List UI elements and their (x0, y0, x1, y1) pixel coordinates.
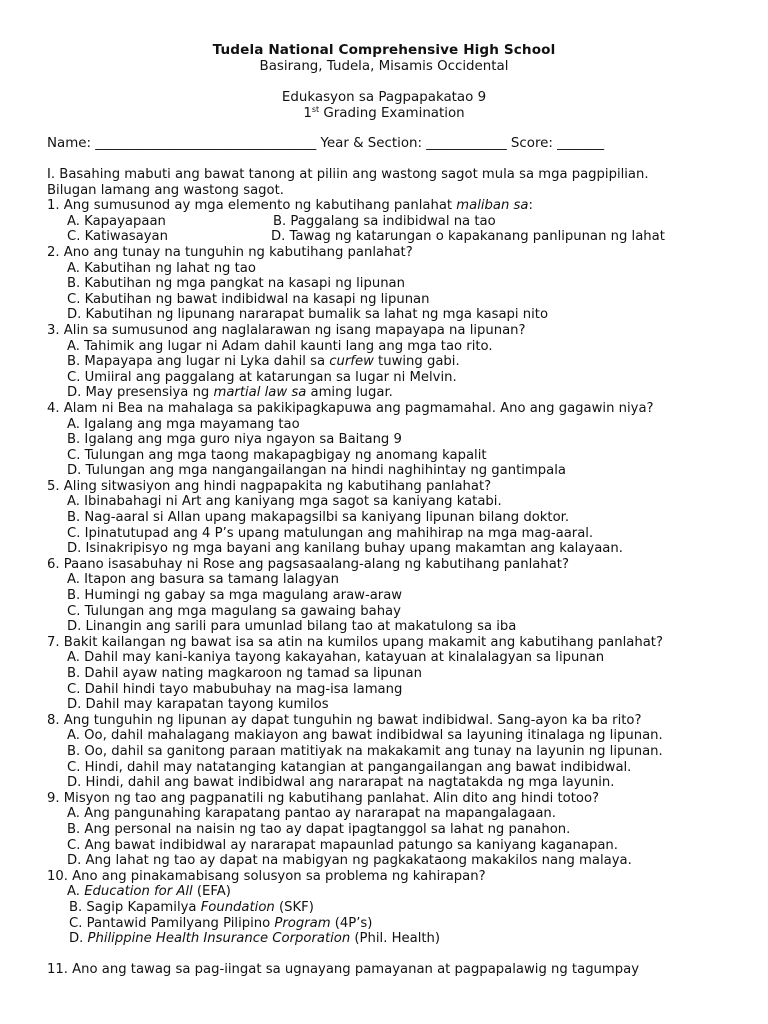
question-1-options-row-2 (47, 229, 737, 245)
question-11-stem: 11. Ano ang tawag sa pag-iingat sa ugnayang pamayanan at pagpapalawig ng tagumpay (47, 962, 640, 978)
question-3-option-c: C. Umiiral ang paggalang at katarungan sa lugar ni Melvin. (67, 369, 457, 385)
question-4-stem: 4. Alam ni Bea na mahalaga sa pakikipagkapuwa ang pagmamahal. Ano ang gagawin niya? (47, 400, 654, 416)
question-9-option-a: A. Ang pangunahing karapatang pantao ay nararapat na mapangalagaan. (67, 806, 556, 822)
question-5-option-b: B. Nag-aaral si Allan upang makapagsilbi sa kaniyang lipunan bilang doktor. (67, 510, 570, 526)
question-10-option-b-text: B. Sagip Kapamilya (69, 899, 201, 915)
school-name: Tudela National Comprehensive High School (212, 42, 556, 58)
question-10-option-c-text: C. Pantawid Pamilyang Pilipino (69, 915, 275, 931)
question-3-option-d-text: D. May presensiya ng (67, 385, 214, 401)
grading-text: Grading Examination (319, 106, 465, 121)
question-10-stem: 10. Ano ang pinakamabisang solusyon sa problema ng kahirapan? (47, 868, 486, 884)
student-info-line: Name: _________________________________ Year & Section: ____________ Score: _______ (47, 136, 605, 151)
school-address: Basirang, Tudela, Misamis Occidental (259, 59, 509, 74)
question-3-option-b-text: B. Mapayapa ang lugar ni Lyka dahil sa (67, 354, 330, 370)
question-3-option-b-end: tuwing gabi. (373, 354, 460, 370)
question-6-stem: 6. Paano isasabuhay ni Rose ang pagsasaalang-alang ng kabutihang panlahat? (47, 556, 569, 572)
question-6-option-a: A. Itapon ang basura sa tamang lalagyan (67, 572, 340, 588)
question-3-option-b (47, 354, 737, 370)
question-3-option-d-italic: martial law sa (213, 385, 307, 401)
question-10-option-b-italic: Foundation (200, 899, 275, 915)
exam-header (0, 42, 768, 122)
question-1-option-b: B. Paggalang sa indibidwal na tao (273, 213, 496, 229)
question-7-option-c: C. Dahil hindi tayo mabubuhay na mag-isa lamang (67, 681, 403, 697)
question-3-option-d (47, 385, 737, 401)
question-1-stem (47, 198, 737, 214)
question-10-option-c-italic: Program (274, 915, 331, 931)
question-1-text: 1. Ang sumusunod ay mga elemento ng kabutihang panlahat (47, 198, 457, 214)
question-3-stem: 3. Alin sa sumusunod ang naglalarawan ng isang mapayapa na lipunan? (47, 322, 526, 338)
question-9-stem: 9. Misyon ng tao ang pagpanatili ng kabutihang panlahat. Alin dito ang hindi totoo? (47, 790, 600, 806)
question-8-option-b: B. Oo, dahil sa ganitong paraan matitiyak na makakamit ang tunay na layunin ng lipunan. (67, 743, 663, 759)
exam-questions (47, 167, 737, 978)
question-6-option-c: C. Tulungan ang mga magulang sa gawaing bahay (67, 603, 401, 619)
question-10-option-a-italic: Education for All (84, 884, 193, 900)
question-8-option-a: A. Oo, dahil mahalagang makiayon ang bawat indibidwal sa layuning itinalaga ng lipunan. (67, 728, 663, 744)
question-1-colon: : (528, 198, 533, 214)
question-8-option-c: C. Hindi, dahil may natatanging katangian at pangangailangan ang bawat indibidwal. (67, 759, 632, 775)
question-10-option-b-end: (SKF) (274, 899, 314, 915)
question-2-stem: 2. Ano ang tunay na tunguhin ng kabutihang panlahat? (47, 244, 413, 260)
question-10-option-c (47, 916, 737, 932)
question-10-option-d-end: (Phil. Health) (350, 931, 441, 947)
question-2-option-c: C. Kabutihan ng bawat indibidwal na kasapi ng lipunan (67, 291, 430, 307)
grading-title (0, 106, 768, 122)
question-4-option-a: A. Igalang ang mga mayamang tao (67, 416, 300, 432)
question-10-option-a (47, 884, 737, 900)
question-4-option-d: D. Tulungan ang mga nangangailangan na hindi naghihintay ng gantimpala (67, 463, 566, 479)
question-5-option-a: A. Ibinabahagi ni Art ang kaniyang mga sagot sa kaniyang katabi. (67, 494, 502, 510)
question-7-option-b: B. Dahil ayaw nating magkaroon ng tamad sa lipunan (67, 666, 422, 681)
question-10-option-c-end: (4P’s) (330, 915, 373, 931)
question-1-option-c: C. Katiwasayan (67, 229, 168, 245)
question-6-option-d: D. Linangin ang sarili para umunlad bilang tao at makatulong sa iba (67, 619, 517, 635)
question-10-option-d-letter: D. (69, 931, 88, 947)
question-2-option-b: B. Kabutihan ng mga pangkat na kasapi ng lipunan (67, 276, 405, 292)
question-10-option-d (47, 931, 737, 947)
question-4-option-c: C. Tulungan ang mga taong makapagbigay ng anomang kapalit (67, 447, 487, 463)
question-9-option-c: C. Ang bawat indibidwal ay nararapat mapaunlad patungo sa kaniyang kaganapan. (67, 837, 618, 853)
question-7-stem: 7. Bakit kailangan ng bawat isa sa atin na kumilos upang makamit ang kabutihang panlahat? (47, 634, 663, 650)
question-8-option-d: D. Hindi, dahil ang bawat indibidwal ang nararapat na nagtatakda ng mga layunin. (67, 775, 615, 791)
question-9-option-b: B. Ang personal na naisin ng tao ay dapat ipagtanggol sa lahat ng panahon. (67, 821, 571, 837)
question-3-option-b-italic: curfew (329, 354, 374, 370)
question-8-stem: 8. Ang tunguhin ng lipunan ay dapat tunguhin ng bawat indibidwal. Sang-ayon ka ba rito? (47, 712, 642, 728)
question-5-option-d: D. Isinakripisyo ng mga bayani ang kanilang buhay upang makamtan ang kalayaan. (67, 541, 623, 557)
question-1-emphasis: maliban sa (456, 198, 529, 214)
question-2-option-d: D. Kabutihan ng lipunang nararapat bumalik sa lahat ng mga kasapi nito (67, 307, 549, 323)
question-2-option-a: A. Kabutihan ng lahat ng tao (67, 260, 256, 276)
question-7-option-a: A. Dahil may kani-kaniya tayong kakayahan, katayuan at kinalalagyan sa lipunan (67, 650, 605, 666)
subject-title: Edukasyon sa Pagpapakatao 9 (281, 90, 487, 105)
grading-superscript: st (311, 105, 320, 114)
instructions-line-1: I. Basahing mabuti ang bawat tanong at piliin ang wastong sagot mula sa mga pagpipilian. (47, 167, 649, 182)
question-7-option-d: D. Dahil may karapatan tayong kumilos (67, 697, 329, 713)
instructions-line-2: Bilugan lamang ang wastong sagot. (47, 182, 284, 198)
question-6-option-b: B. Humingi ng gabay sa mga magulang araw-araw (67, 588, 403, 604)
question-5-option-c: C. Ipinatutupad ang 4 P’s upang matulungan ang mahihirap na mga mag-aaral. (67, 525, 594, 541)
question-1-option-a: A. Kapayapaan (67, 213, 166, 229)
question-10-option-b (47, 900, 737, 916)
question-10-option-d-italic: Philippine Health Insurance Corporation (87, 931, 351, 947)
question-10-option-a-end: (EFA) (192, 884, 231, 900)
grading-number: 1 (303, 106, 312, 121)
question-4-option-b: B. Igalang ang mga guro niya ngayon sa Baitang 9 (67, 432, 402, 448)
question-3-option-a: A. Tahimik ang lugar ni Adam dahil kaunti lang ang mga tao rito. (67, 338, 493, 354)
question-10-option-a-letter: A. (67, 884, 85, 900)
question-1-option-d: D. Tawag ng katarungan o kapakanang panlipunan ng lahat (271, 229, 665, 245)
question-5-stem: 5. Aling sitwasiyon ang hindi nagpapakita ng kabutihang panlahat? (47, 478, 492, 494)
question-9-option-d: D. Ang lahat ng tao ay dapat na mabigyan ng pagkakataong makakilos nang malaya. (67, 853, 632, 869)
question-3-option-d-end: aming lugar. (306, 385, 393, 401)
question-1-options-row-1 (47, 214, 737, 230)
question-spacer (47, 947, 737, 963)
